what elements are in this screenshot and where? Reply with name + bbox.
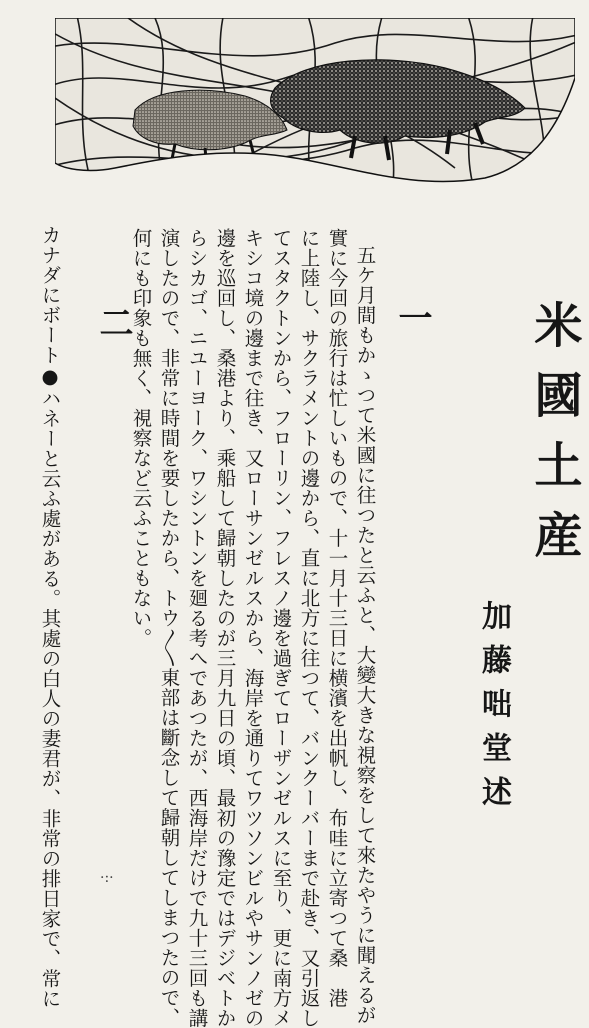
- body-line-1: 五ケ月間もかゝつて米國に往つたと云ふと、大變大きな視察をして來たやうに聞えるが: [353, 225, 377, 1025]
- body-line-10: カナダにボート●ハネーと云ふ處がある。其處の白人の妻君が、非常の排日家で、常に: [38, 225, 62, 1009]
- body-line-2: 實に今回の旅行は忙しいもので、十一月十三日に横濱を出帆し、布哇に立寄つて桑 港: [325, 228, 349, 1008]
- body-line-7: らシカゴ、ニユーヨーク、ワシントンを廻る考へであつたが、西海岸だけで九十三回も講: [185, 228, 209, 1028]
- body-line-4: てスタクトンから、フローリン、フレスノ邊を過ぎてローザンゼルスに至り、更に南方メ: [269, 228, 293, 1028]
- section-number-1: 一: [392, 300, 432, 334]
- article-title: 米國土産: [526, 300, 582, 580]
- section-number-2: 二: [93, 305, 133, 339]
- body-line-5: キシコ境の邊まで往き、又ローサンゼルスから、海岸を通りてワツソンビルやサンノゼの: [241, 228, 265, 1028]
- body-line-3: に上陸し、サクラメントの邊から、直に北方に往つて、バンクーバーまで赴き、又引返し: [297, 228, 321, 1028]
- body-line-8: 演したので、非常に時間を要したから、トウ〳〵東部は斷念して歸朝してしまつたので、: [157, 228, 181, 1028]
- boar-woodcut-illustration: [55, 18, 575, 203]
- body-line-9: 何にも印象も無く、視察など云ふこともない。: [129, 228, 153, 648]
- author-byline: 加藤咄堂述: [476, 600, 511, 820]
- body-line-6: 邊を巡回し、桑港より、乘船して歸朝したのが三月九日の頃、最初の豫定ではデジベトか: [213, 228, 237, 1028]
- print-speckle: ·:·: [100, 870, 114, 886]
